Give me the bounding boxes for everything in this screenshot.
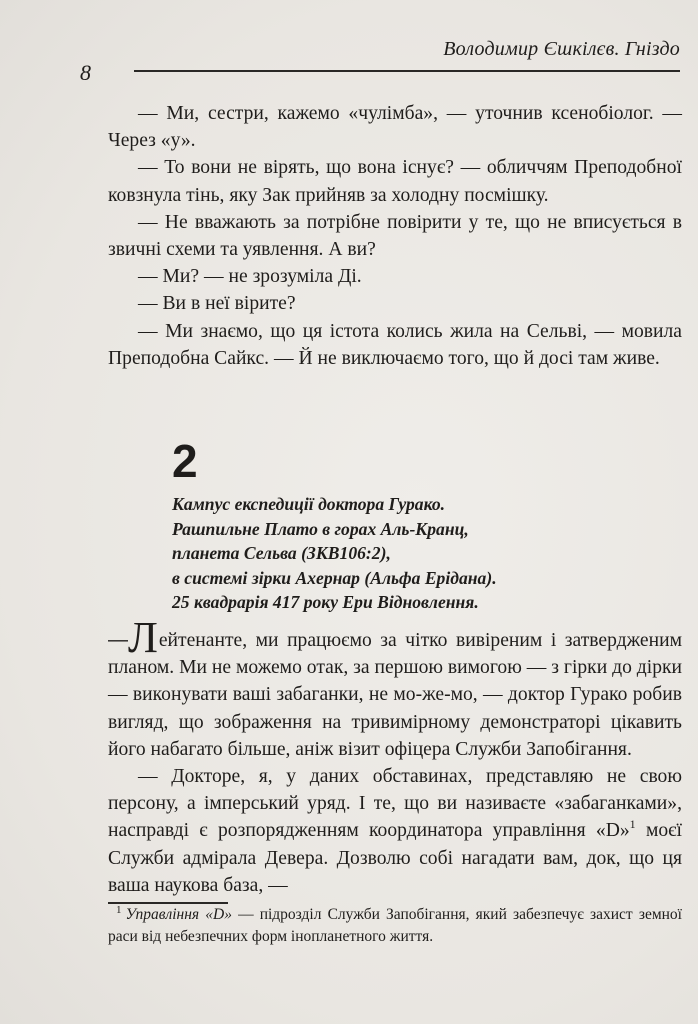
paragraph	[108, 763, 682, 899]
paragraph: — То вони не вірять, що вона існує? — обличчям Преподобної ковзнула тінь, яку Зак прийняв за холодну посмішку.	[108, 157, 682, 206]
drop-cap-letter: Л	[128, 613, 158, 662]
running-head-title: Володимир Єшкілєв. Гніздо	[443, 38, 680, 60]
epigraph-line: планета Сельва (ЗКВ106:2),	[172, 543, 391, 564]
text-block-bottom	[108, 613, 682, 899]
page-number: 8	[80, 60, 91, 85]
epigraph-line: 25 квадрарія 417 року Ери Відновлення.	[172, 592, 479, 613]
paragraph-opening	[108, 613, 682, 763]
footnote-number: 1	[116, 904, 122, 916]
footnote-term: Управління «D»	[125, 906, 232, 923]
paragraph: — Ви в неї вірите?	[138, 293, 296, 315]
paragraph-text: моєї Служби адмірала Девера. Дозволю собі нагадати вам, док, що ця ваша наукова база, —	[108, 820, 682, 896]
text-block-top	[108, 100, 682, 372]
footnote	[108, 904, 682, 948]
paragraph: — Ми? — не зрозуміла Ді.	[138, 266, 362, 288]
chapter-number: 2	[172, 435, 198, 487]
chapter-epigraph	[172, 492, 592, 615]
opening-dash: —	[108, 629, 128, 651]
footnote-reference[interactable]: 1	[629, 817, 636, 832]
epigraph-line: Рашпильне Плато в горах Аль-Кранц,	[172, 518, 469, 539]
footnote-body: — підрозділ Служби Запобігання, який забезпечує захист земної раси від небезпечних форм інопланетного життя.	[108, 906, 682, 945]
paragraph-text: ейтенанте, ми працюємо за чітко вивіреним і затвердженим планом. Ми не можемо отак, за першою вимогою — з гірки до дірки — виконувати ваші забаганки, не мо-же-мо, — доктор Гурако робив вигляд, що зображення на тривимірному демонстраторі цікавить його набагато більше, аніж візит офіцера Служби Запобігання.	[108, 630, 682, 760]
paragraph: — Не вважають за потрібне повірити у те, що не вписується в звичні схеми та уявлення. А ви?	[108, 211, 682, 261]
paragraph-text: — Докторе, я, у даних обставинах, представляю не свою персону, а імперський уряд. І те, що ви називаєте «забаганками», насправді є розпорядженням координатора управління «D»	[108, 766, 682, 842]
paragraph: — Ми знаємо, що ця істота колись жила на Сельві, — мовила Преподобна Сайкс. — Й не виключаємо того, що й досі там живе.	[108, 320, 682, 369]
epigraph-line: в системі зірки Ахернар (Альфа Ерідана).	[172, 567, 497, 588]
paragraph: — Ми, сестри, кажемо «чулімба», — уточнив ксенобіолог. — Через «у».	[108, 103, 682, 152]
header-rule	[134, 70, 680, 72]
footnote-text	[108, 904, 682, 948]
epigraph-line: Кампус експедиції доктора Гурако.	[172, 494, 446, 514]
